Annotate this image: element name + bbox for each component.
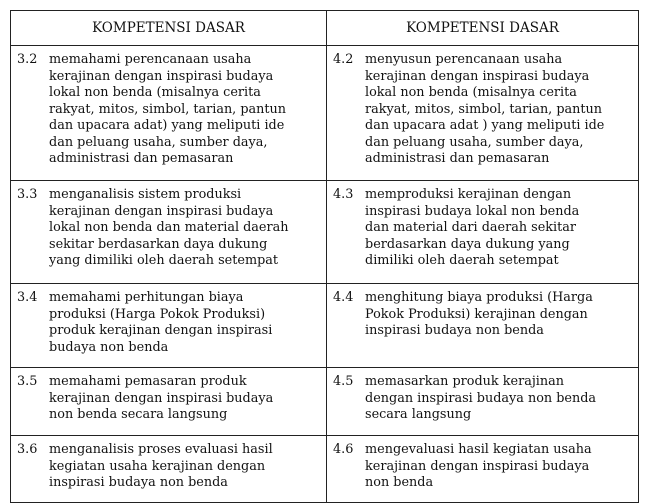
- cell-kd-4-3: [327, 181, 639, 284]
- kd-line: memproduksi kerajinan dengan: [365, 187, 572, 202]
- kd-text: [365, 52, 634, 168]
- cell-kd-3-3: [11, 181, 327, 284]
- cell-kd-3-4: [11, 284, 327, 368]
- kd-number: 4.2: [333, 52, 354, 67]
- kd-line: inspirasi budaya non benda: [365, 323, 544, 338]
- kd-line: dan material dari daerah sekitar: [365, 220, 577, 235]
- kd-text: [49, 374, 322, 424]
- kd-text: [365, 290, 634, 340]
- kd-line: administrasi dan pemasaran: [49, 151, 234, 166]
- kd-line: sekitar berdasarkan daya dukung: [49, 236, 268, 252]
- cell-kd-3-6: [11, 436, 327, 503]
- kd-line: dan peluang usaha, sumber daya,: [49, 134, 268, 150]
- header-left: KOMPETENSI DASAR: [11, 11, 327, 46]
- kd-line: menghitung biaya produksi (Harga: [365, 290, 593, 305]
- kd-line: kerajinan dengan inspirasi budaya: [49, 390, 274, 406]
- kd-line: administrasi dan pemasaran: [365, 151, 550, 166]
- kd-line: dan peluang usaha, sumber daya,: [365, 134, 584, 150]
- kd-number: 3.4: [17, 290, 38, 305]
- kd-line: memahami pemasaran produk: [49, 374, 247, 389]
- kd-line: memahami perhitungan biaya: [49, 290, 244, 305]
- kd-line: menyusun perencanaan usaha: [365, 52, 563, 67]
- kd-line: non benda: [365, 475, 434, 490]
- kd-line: lokal non benda dan material daerah: [49, 220, 289, 235]
- kd-line: kerajinan dengan inspirasi budaya: [365, 68, 590, 84]
- cell-kd-4-2: [327, 46, 639, 181]
- kd-line: rakyat, mitos, simbol, tarian, pantun: [365, 101, 603, 117]
- kd-line: memasarkan produk kerajinan: [365, 374, 564, 389]
- kd-number: 3.2: [17, 52, 38, 67]
- kd-line: dan upacara adat) yang meliputi ide: [49, 118, 285, 133]
- cell-kd-4-6: [327, 436, 639, 503]
- kd-line: yang dimiliki oleh daerah setempat: [49, 253, 279, 268]
- kd-line: inspirasi budaya lokal non benda: [365, 203, 580, 219]
- kd-line: secara langsung: [365, 407, 472, 422]
- kompetensi-dasar-table: [10, 10, 639, 503]
- cell-kd-3-5: [11, 368, 327, 436]
- kd-line: produksi (Harga Pokok Produksi): [49, 306, 266, 322]
- kd-number: 4.3: [333, 187, 354, 202]
- kd-line: lokal non benda (misalnya cerita: [365, 85, 577, 100]
- kd-text: [49, 187, 322, 270]
- table-row: [11, 284, 639, 368]
- header-right: KOMPETENSI DASAR: [327, 11, 639, 46]
- kd-number: 3.3: [17, 187, 38, 202]
- kd-line: dimiliki oleh daerah setempat: [365, 253, 559, 268]
- kd-line: kerajinan dengan inspirasi budaya: [365, 458, 590, 474]
- kd-text: [49, 52, 322, 168]
- kd-text: [49, 290, 322, 356]
- kd-line: produk kerajinan dengan inspirasi: [49, 323, 273, 338]
- kd-number: 4.4: [333, 290, 354, 305]
- kd-text: [49, 442, 322, 492]
- kd-line: mengevaluasi hasil kegiatan usaha: [365, 442, 592, 457]
- kd-line: dengan inspirasi budaya non benda: [365, 390, 597, 406]
- kd-text: [365, 187, 634, 270]
- kd-line: Pokok Produksi) kerajinan dengan: [365, 306, 588, 322]
- kd-line: kerajinan dengan inspirasi budaya: [49, 68, 274, 84]
- cell-kd-4-4: [327, 284, 639, 368]
- kd-number: 3.6: [17, 442, 38, 457]
- kd-line: budaya non benda: [49, 339, 169, 355]
- kd-text: [365, 442, 634, 492]
- kd-line: rakyat, mitos, simbol, tarian, pantun: [49, 101, 287, 117]
- table-row: [11, 181, 639, 284]
- kd-line: kegiatan usaha kerajinan dengan: [49, 458, 266, 474]
- kd-number: 4.6: [333, 442, 354, 457]
- kd-line: dan upacara adat ) yang meliputi ide: [365, 118, 605, 133]
- cell-kd-4-5: [327, 368, 639, 436]
- kd-line: memahami perencanaan usaha: [49, 52, 252, 67]
- kd-line: non benda secara langsung: [49, 407, 228, 422]
- cell-kd-3-2: [11, 46, 327, 181]
- kd-line: kerajinan dengan inspirasi budaya: [49, 203, 274, 219]
- kd-number: 3.5: [17, 374, 38, 389]
- kd-line: menganalisis proses evaluasi hasil: [49, 442, 273, 457]
- table-row: [11, 436, 639, 503]
- kd-line: inspirasi budaya non benda: [49, 475, 228, 490]
- kd-line: menganalisis sistem produksi: [49, 187, 242, 202]
- table-row: [11, 368, 639, 436]
- kd-line: lokal non benda (misalnya cerita: [49, 85, 261, 100]
- kd-number: 4.5: [333, 374, 354, 389]
- kd-text: [365, 374, 634, 424]
- header-row: [11, 11, 639, 46]
- table-row: [11, 46, 639, 181]
- kd-line: berdasarkan daya dukung yang: [365, 236, 570, 252]
